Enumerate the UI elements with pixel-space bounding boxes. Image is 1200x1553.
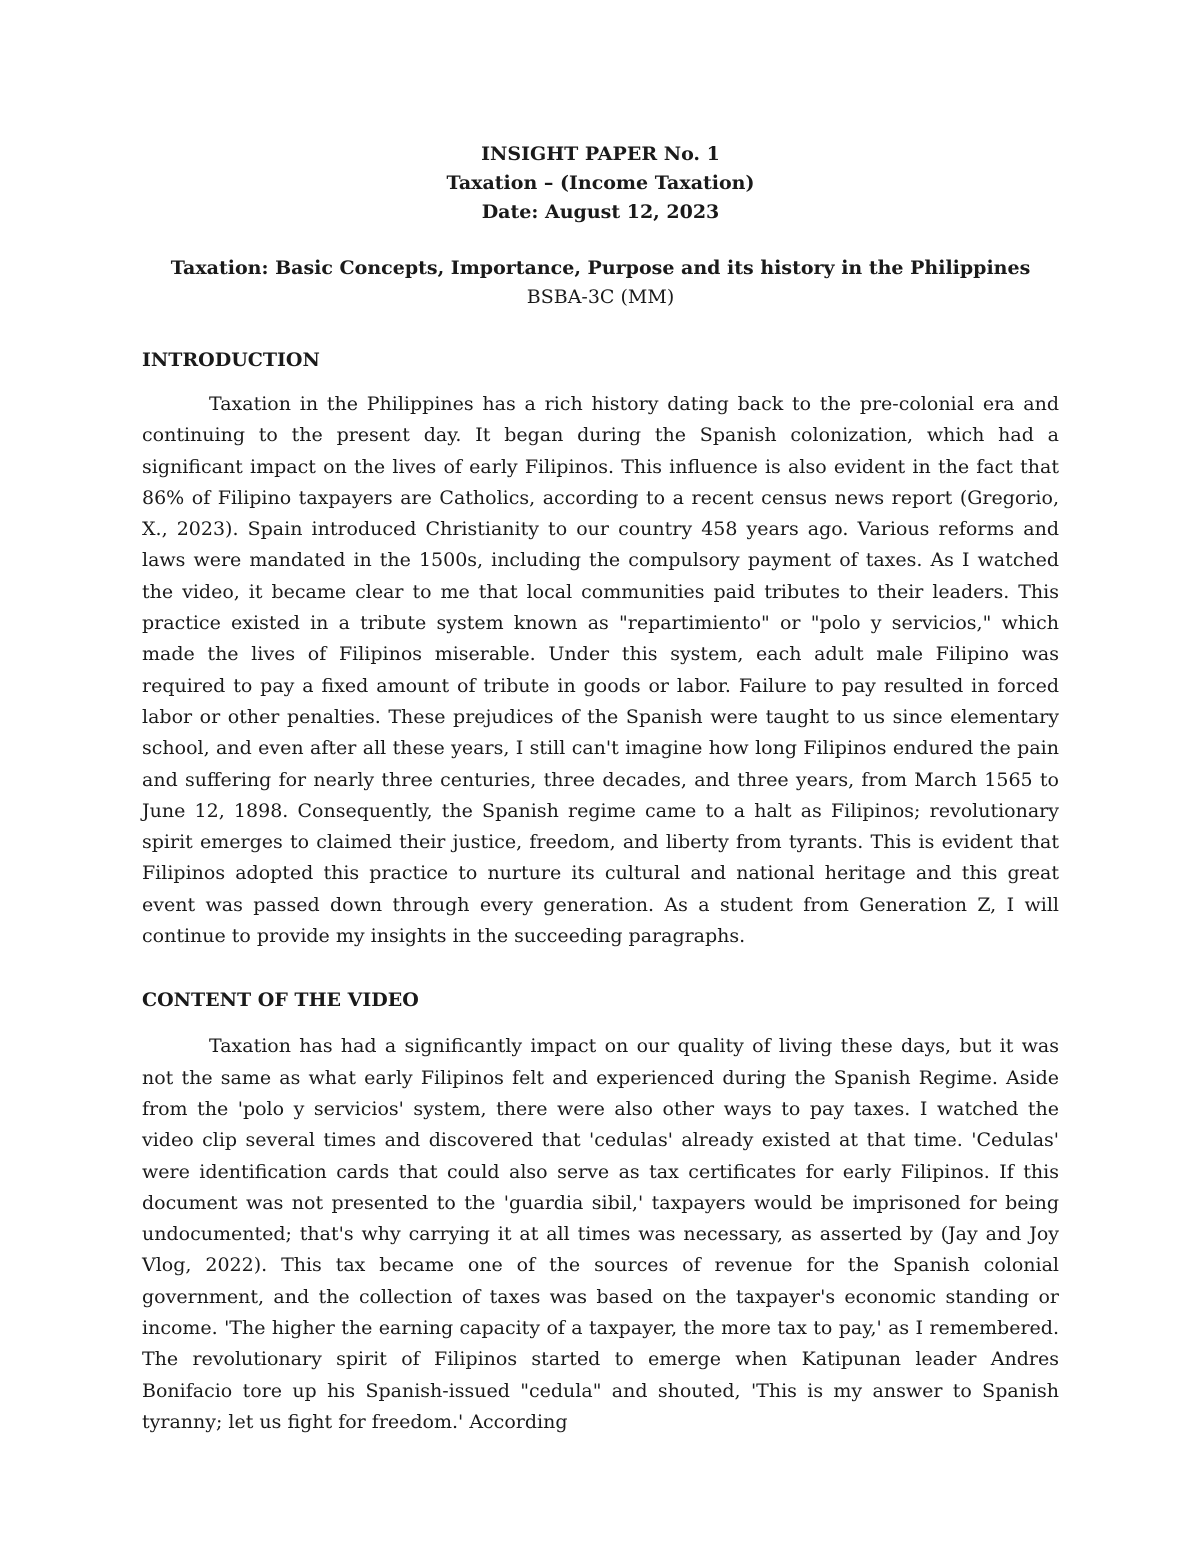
content-of-video-paragraph: Taxation has had a significantly impact on our quality of living these days, but it was not the same as what early Filipinos felt and experienced during the Spanish Regime. Aside from the 'polo y servicios' system, there were also other ways to pay taxes. I watched the video clip several times and discovered that 'cedulas' already existed at that time. 'Cedulas' were identification cards that could also serve as tax certificates for early Filipinos. If this document was not presented to the 'guardia sibil,' taxpayers would be imprisoned for being undocumented; that's why carrying it at all times was necessary, as asserted by (Jay and Joy Vlog, 2022). This tax became one of the sources of revenue for the Spanish colonial government, and the collection of taxes was based on the taxpayer's economic standing or income. 'The higher the earning capacity of a taxpayer, the more tax to pay,' as I remembered. The revolutionary spirit of Filipinos started to emerge when Katipunan leader Andres Bonifacio tore up his Spanish-issued "cedula" and shouted, 'This is my answer to Spanish tyranny; let us fight for freedom.' According xyxy=(142,1035,1059,1433)
date-line: Date: August 12, 2023 xyxy=(481,201,720,223)
title-block xyxy=(142,140,1059,312)
page-content xyxy=(142,140,1059,1438)
topic-title: Taxation: Basic Concepts, Importance, Purpose and its history in the Philippines xyxy=(170,257,1031,279)
introduction-heading: INTRODUCTION xyxy=(142,349,320,371)
content-of-video-heading: CONTENT OF THE VIDEO xyxy=(142,989,419,1012)
paper-title: INSIGHT PAPER No. 1 xyxy=(481,143,720,165)
class-section: BSBA-3C (MM) xyxy=(526,286,675,308)
subject-line: Taxation – (Income Taxation) xyxy=(446,172,755,194)
introduction-paragraph: Taxation in the Philippines has a rich history dating back to the pre-colonial era and continuing to the present day. It began during the Spanish colonization, which had a significant impact on the lives of early Filipinos. This influence is also evident in the fact that 86% of Filipino taxpayers are Catholics, according to a recent census news report (Gregorio, X., 2023). Spain introduced Christianity to our country 458 years ago. Various reforms and laws were mandated in the 1500s, including the compulsory payment of taxes. As I watched the video, it became clear to me that local communities paid tributes to their leaders. This practice existed in a tribute system known as "repartimiento" or "polo y servicios," which made the lives of Filipinos miserable. Under this system, each adult male Filipino was required to pay a fixed amount of tribute in goods or labor. Failure to pay resulted in forced labor or other penalties. These prejudices of the Spanish were taught to us since elementary school, and even after all these years, I still can't imagine how long Filipinos endured the pain and suffering for nearly three centuries, three decades, and three years, from March 1565 to June 12, 1898. Consequently, the Spanish regime came to a halt as Filipinos; revolutionary spirit emerges to claimed their justice, freedom, and liberty from tyrants. This is evident that Filipinos adopted this practice to nurture its cultural and national heritage and this great event was passed down through every generation. As a student from Generation Z, I will continue to provide my insights in the succeeding paragraphs. xyxy=(142,393,1059,948)
